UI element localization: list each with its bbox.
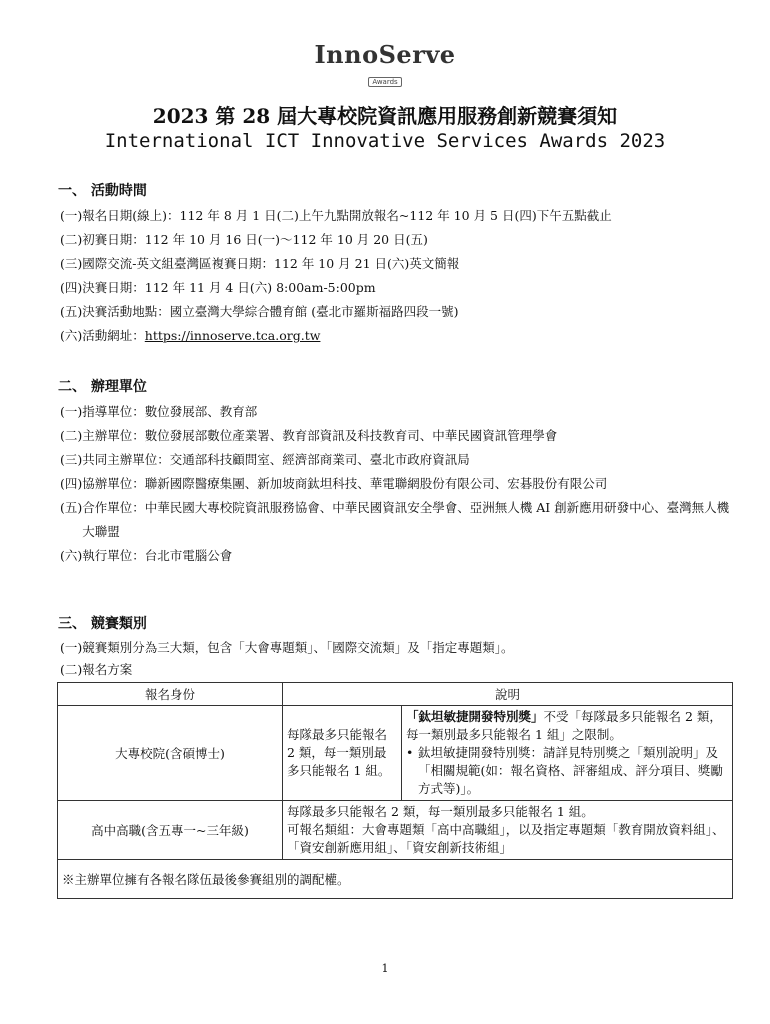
table-header-row bbox=[58, 683, 733, 706]
registration-table bbox=[57, 682, 733, 899]
item-text: 指導單位：數位發展部、教育部 bbox=[82, 404, 258, 419]
item-text: 決賽日期：112 年 11 月 4 日(六) 8:00am-5:00pm bbox=[82, 280, 376, 295]
item-text: 主辦單位：數位發展部數位產業署、教育部資訊及科技教育司、中華民國資訊管理學會 bbox=[82, 428, 558, 443]
page-number: 1 bbox=[381, 962, 389, 975]
logo-wordmark: InnoServe bbox=[314, 40, 456, 69]
list-item bbox=[60, 400, 740, 424]
item-number: (六) bbox=[60, 548, 83, 563]
list-item bbox=[60, 252, 740, 276]
categories-list bbox=[60, 636, 740, 680]
item-number: (二) bbox=[60, 662, 83, 677]
document-title-en: International ICT Innovative Services Awards 2023 bbox=[104, 130, 666, 152]
item-text: 合作單位：中華民國大專校院資訊服務協會、中華民國資訊安全學會、亞洲無人機 AI 創新應用研發中心、臺灣無人機大聯盟 bbox=[82, 500, 730, 539]
item-number: (三) bbox=[60, 452, 83, 467]
list-item bbox=[60, 544, 740, 568]
special-award-bullet bbox=[406, 744, 728, 798]
item-number: (二) bbox=[60, 232, 83, 247]
organizers-list bbox=[60, 400, 740, 568]
item-text: 共同主辦單位：交通部科技顧問室、經濟部商業司、臺北市政府資訊局 bbox=[82, 452, 470, 467]
item-text: 報名日期(線上)：112 年 8 月 1 日(二)上午九點開放報名~112 年 10 月 5 日(四)下午五點截止 bbox=[82, 208, 612, 223]
section-heading-schedule: 一、 活動時間 bbox=[58, 183, 147, 199]
item-number: (一) bbox=[60, 208, 83, 223]
section-heading-organizers: 二、 辦理單位 bbox=[58, 379, 147, 395]
item-number: (四) bbox=[60, 280, 83, 295]
item-text: 報名方案 bbox=[82, 662, 133, 677]
item-number: (三) bbox=[60, 256, 83, 271]
table-footnote-row bbox=[58, 860, 733, 899]
list-item bbox=[60, 300, 740, 324]
bullet-marker: • bbox=[406, 745, 414, 760]
schedule-list bbox=[60, 204, 740, 348]
list-item bbox=[60, 496, 740, 544]
website-link[interactable]: https://innoserve.tca.org.tw bbox=[144, 328, 321, 343]
item-text bbox=[82, 324, 740, 348]
item-text: 執行單位：台北市電腦公會 bbox=[82, 548, 233, 563]
innoserve-logo bbox=[0, 40, 770, 88]
special-award-name: 「鈦坦敏捷開發特別獎」 bbox=[406, 709, 544, 724]
website-label: 活動網址： bbox=[82, 328, 145, 343]
item-text: 初賽日期：112 年 10 月 16 日(一)～112 年 10 月 20 日(五) bbox=[82, 232, 428, 247]
item-text: 決賽活動地點：國立臺灣大學綜合體育館 (臺北市羅斯福路四段一號) bbox=[82, 304, 459, 319]
item-number: (一) bbox=[60, 640, 83, 655]
description-line: 可報名類組：大會專題類「高中高職組」，以及指定專題類「教育開放資料組」、「資安創新應用組」、「資安創新技術組」 bbox=[287, 822, 725, 855]
table-header-identity: 報名身份 bbox=[58, 683, 283, 706]
item-number: (二) bbox=[60, 428, 83, 443]
list-item bbox=[60, 660, 740, 680]
special-award-exemption: 不受「每隊最多只能報名 2 類，每一類別最多只能報名 1 組」之限制。 bbox=[406, 709, 722, 742]
special-award-paragraph bbox=[406, 708, 728, 744]
logo-subtitle: Awards bbox=[368, 77, 401, 87]
list-item bbox=[60, 424, 740, 448]
list-item bbox=[60, 324, 740, 348]
table-row bbox=[58, 801, 733, 860]
item-number: (五) bbox=[60, 500, 83, 515]
list-item bbox=[60, 276, 740, 300]
item-number: (六) bbox=[60, 328, 83, 343]
section-heading-categories: 三、 競賽類別 bbox=[58, 616, 147, 632]
special-award-cell bbox=[402, 706, 733, 801]
item-text: 國際交流-英文組臺灣區複賽日期：112 年 10 月 21 日(六)英文簡報 bbox=[82, 256, 460, 271]
bullet-text: 鈦坦敏捷開發特別獎：請詳見特別獎之「類別說明」及「相關規範(如：報名資格、評審組成、評分項目、獎勵方式等)」。 bbox=[418, 745, 723, 796]
description-line: 每隊最多只能報名 2 類，每一類別最多只能報名 1 組。 bbox=[287, 804, 594, 819]
item-number: (一) bbox=[60, 404, 83, 419]
table-header-description: 說明 bbox=[283, 683, 733, 706]
item-text: 協辦單位：聯新國際醫療集團、新加坡商鈦坦科技、華電聯網股份有限公司、宏碁股份有限公司 bbox=[82, 476, 608, 491]
document-title-zh: 2023 第 28 屆大專校院資訊應用服務創新競賽須知 bbox=[152, 104, 618, 128]
list-item bbox=[60, 448, 740, 472]
list-item bbox=[60, 228, 740, 252]
table-footnote: ※主辦單位擁有各報名隊伍最後參賽組別的調配權。 bbox=[58, 860, 733, 899]
description-cell bbox=[283, 801, 733, 860]
item-number: (五) bbox=[60, 304, 83, 319]
item-number: (四) bbox=[60, 476, 83, 491]
list-item bbox=[60, 204, 740, 228]
list-item bbox=[60, 472, 740, 496]
identity-cell: 大專校院(含碩博士) bbox=[58, 706, 283, 801]
list-item bbox=[60, 636, 740, 660]
limit-cell: 每隊最多只能報名 2 類，每一類別最多只能報名 1 組。 bbox=[283, 706, 402, 801]
table-row bbox=[58, 706, 733, 801]
identity-cell: 高中高職(含五專一~三年級) bbox=[58, 801, 283, 860]
item-text: 競賽類別分為三大類，包含「大會專題類」、「國際交流類」及「指定專題類」。 bbox=[82, 640, 514, 655]
